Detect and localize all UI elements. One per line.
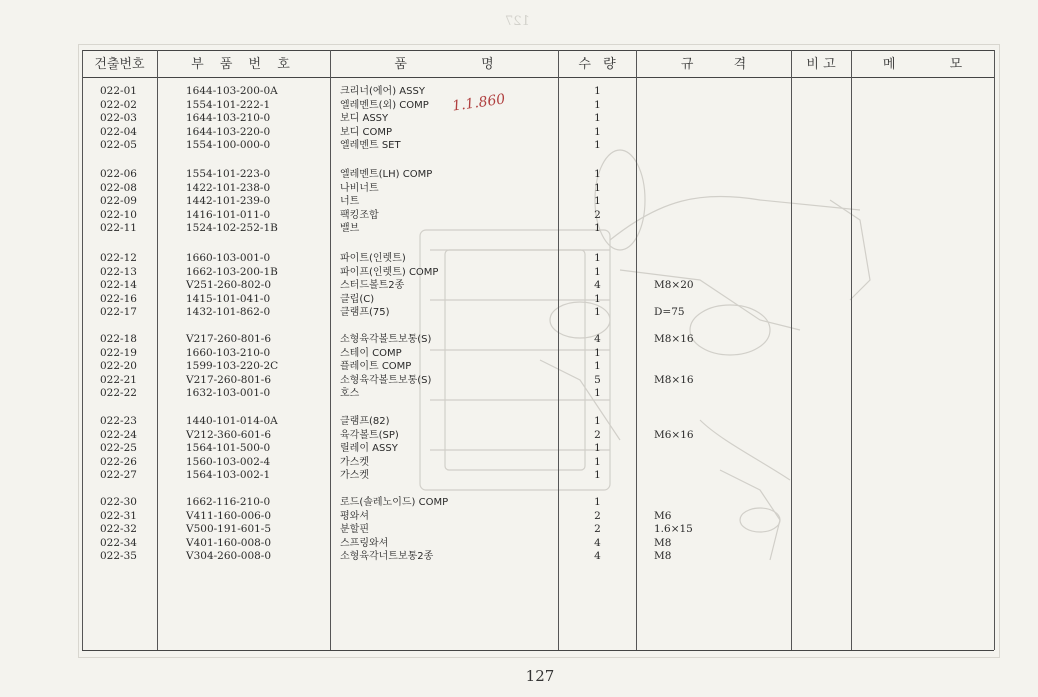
header-part-name: 품 명: [394, 57, 494, 72]
specification: [654, 347, 784, 360]
quantity: 1: [594, 181, 601, 194]
item-code: 022-24: [100, 428, 137, 441]
quantity: 1: [594, 306, 601, 319]
part-name: 소형육각볼트보통(S): [340, 334, 432, 345]
part-name: 클립(C): [340, 293, 375, 305]
specification: 1.6×15: [654, 523, 693, 536]
part-number: V500-191-601-5: [186, 523, 272, 536]
specification: [654, 415, 784, 428]
item-code: 022-13: [100, 265, 137, 278]
part-number: 1660-103-210-0: [186, 346, 271, 359]
part-name: 가스켓: [340, 470, 369, 482]
part-name: 플레이트 COMP: [340, 361, 412, 373]
part-number: 1632-103-001-0: [186, 387, 271, 400]
part-name: 파이프(인렛트) COMP: [340, 266, 439, 278]
specification: [654, 168, 784, 181]
item-code: 022-19: [100, 346, 137, 359]
specification: [654, 387, 784, 400]
item-code: 022-32: [100, 523, 137, 536]
part-number: 1644-103-220-0: [186, 125, 271, 138]
column-divider: [636, 50, 637, 650]
header-quantity: 수 량: [578, 57, 616, 72]
specification: [654, 139, 784, 152]
part-number: V304-260-008-0: [186, 550, 272, 563]
part-name: 평와셔: [340, 510, 369, 522]
handwritten-annotation: 1.1.860: [451, 91, 507, 115]
quantity: 1: [594, 252, 601, 264]
specification: [654, 293, 784, 306]
specification: M6: [654, 509, 672, 522]
quantity: 2: [594, 523, 601, 536]
part-name: 엘레멘트(LH) COMP: [340, 169, 433, 180]
item-code: 022-22: [100, 387, 137, 400]
quantity: 1: [594, 496, 601, 508]
header-spec: 규 격: [680, 57, 747, 72]
quantity: 1: [594, 265, 601, 278]
part-name: 스테이 COMP: [340, 347, 402, 359]
part-number: 1662-103-200-1B: [186, 265, 278, 278]
part-name: 너트: [340, 196, 360, 208]
quantity: 1: [594, 387, 601, 400]
specification: [654, 209, 784, 222]
quantity: 1: [594, 455, 601, 468]
part-name: 나비너트: [340, 182, 379, 194]
part-name: 크리너(에어) ASSY: [340, 86, 425, 97]
specification: [654, 182, 784, 195]
item-code: 022-18: [100, 333, 137, 345]
part-number: 1554-101-222-1: [186, 98, 271, 111]
item-code: 022-16: [100, 292, 137, 305]
column-divider: [791, 50, 792, 650]
part-number: V217-260-801-6: [186, 333, 272, 345]
item-code: 022-10: [100, 208, 137, 221]
specification: M6×16: [654, 428, 694, 441]
bleed-through-text: 127: [505, 14, 530, 29]
item-code: 022-09: [100, 195, 137, 208]
specification: M8: [654, 550, 672, 563]
quantity: 1: [594, 85, 601, 97]
specification: M8: [654, 536, 672, 549]
quantity: 1: [594, 195, 601, 208]
part-number: 1415-101-041-0: [186, 292, 271, 305]
item-code: 022-08: [100, 181, 137, 194]
item-code: 022-06: [100, 168, 137, 180]
part-number: 1440-101-014-0A: [186, 415, 278, 427]
item-code: 022-01: [100, 85, 137, 97]
specification: [654, 469, 784, 482]
quantity: 5: [594, 373, 601, 386]
part-number: 1442-101-239-0: [186, 195, 271, 208]
page-number: 127: [525, 667, 555, 685]
specification: [654, 266, 784, 279]
part-number: 1662-116-210-0: [186, 496, 271, 508]
quantity: 1: [594, 469, 601, 482]
specification: D=75: [654, 306, 685, 319]
part-number: V411-160-006-0: [186, 509, 272, 522]
part-number: 1422-101-238-0: [186, 181, 271, 194]
item-code: 022-30: [100, 496, 137, 508]
quantity: 1: [594, 125, 601, 138]
part-number: V401-160-008-0: [186, 536, 272, 549]
part-number: 1432-101-862-0: [186, 306, 271, 319]
part-name: 보디 ASSY: [340, 113, 389, 125]
quantity: 1: [594, 112, 601, 125]
specification: [654, 360, 784, 373]
quantity: 1: [594, 346, 601, 359]
item-code: 022-21: [100, 373, 137, 386]
item-code: 022-05: [100, 139, 137, 152]
table-bottom-rule: [82, 650, 994, 651]
table-top-rule: [82, 50, 994, 51]
item-code: 022-23: [100, 415, 137, 427]
column-divider: [558, 50, 559, 650]
specification: M8×16: [654, 333, 694, 345]
quantity: 1: [594, 415, 601, 427]
specification: [654, 195, 784, 208]
specification: M8×20: [654, 279, 694, 292]
part-number: 1560-103-002-4: [186, 455, 271, 468]
part-name: 소형육각볼트보통(S): [340, 374, 432, 386]
item-code: 022-02: [100, 98, 137, 111]
part-name: 파이트(인렛트): [340, 253, 406, 264]
part-name: 분할핀: [340, 524, 369, 536]
quantity: 1: [594, 292, 601, 305]
part-name: 로드(솔레노이드) COMP: [340, 497, 449, 508]
specification: [654, 126, 784, 139]
column-divider: [994, 50, 995, 650]
specification: [654, 222, 784, 235]
header-code: 건출번호: [94, 57, 145, 72]
quantity: 4: [594, 279, 601, 292]
part-name: 보디 COMP: [340, 126, 393, 138]
specification: [654, 496, 784, 509]
part-number: 1416-101-011-0: [186, 208, 271, 221]
part-name: 엘레멘트 SET: [340, 140, 401, 152]
part-number: 1524-102-252-1B: [186, 222, 278, 235]
part-number: 1660-103-001-0: [186, 252, 271, 264]
header-part-number: 부 품 번 호: [191, 57, 296, 72]
specification: [654, 112, 784, 125]
specification: [654, 99, 784, 112]
part-number: 1554-100-000-0: [186, 139, 271, 152]
header-memo: 메 모: [882, 57, 963, 72]
item-code: 022-17: [100, 306, 137, 319]
part-number: V212-360-601-6: [186, 428, 272, 441]
quantity: 2: [594, 509, 601, 522]
quantity: 1: [594, 98, 601, 111]
specification: [654, 85, 784, 98]
part-number: V217-260-801-6: [186, 373, 272, 386]
header-note: 비 고: [806, 57, 836, 72]
specification: M8×16: [654, 373, 694, 386]
item-code: 022-12: [100, 252, 137, 264]
specification: [654, 456, 784, 469]
part-number: 1554-101-223-0: [186, 168, 271, 180]
part-name: 소형육각너트보통2종: [340, 551, 434, 563]
item-code: 022-26: [100, 455, 137, 468]
quantity: 1: [594, 442, 601, 455]
part-name: 팩킹조합: [340, 209, 379, 221]
part-number: 1644-103-200-0A: [186, 85, 278, 97]
part-number: 1564-103-002-1: [186, 469, 271, 482]
part-name: 릴레이 ASSY: [340, 443, 398, 455]
column-divider: [851, 50, 852, 650]
quantity: 2: [594, 208, 601, 221]
part-name: 스터드볼트2종: [340, 280, 405, 292]
specification: [654, 252, 784, 265]
quantity: 1: [594, 360, 601, 373]
item-code: 022-11: [100, 222, 137, 235]
part-name: 클램프(82): [340, 416, 390, 427]
item-code: 022-31: [100, 509, 137, 522]
part-name: 엘레멘트(외) COMP: [340, 99, 429, 111]
part-number: 1599-103-220-2C: [186, 360, 279, 373]
header-bottom-rule: [82, 77, 994, 78]
column-divider: [82, 50, 83, 650]
part-name: 스프링와셔: [340, 537, 389, 549]
specification: [654, 442, 784, 455]
item-code: 022-04: [100, 125, 137, 138]
quantity: 4: [594, 550, 601, 563]
quantity: 4: [594, 333, 601, 345]
item-code: 022-27: [100, 469, 137, 482]
part-name: 호스: [340, 388, 360, 400]
quantity: 1: [594, 222, 601, 235]
item-code: 022-25: [100, 442, 137, 455]
item-code: 022-34: [100, 536, 137, 549]
item-code: 022-14: [100, 279, 137, 292]
part-name: 육각볼트(SP): [340, 429, 399, 441]
part-name: 가스켓: [340, 456, 369, 468]
item-code: 022-20: [100, 360, 137, 373]
item-code: 022-03: [100, 112, 137, 125]
part-number: 1644-103-210-0: [186, 112, 271, 125]
part-name: 클램프(75): [340, 307, 390, 319]
part-name: 밸브: [340, 223, 360, 235]
part-number: V251-260-802-0: [186, 279, 272, 292]
quantity: 1: [594, 168, 601, 180]
quantity: 2: [594, 428, 601, 441]
quantity: 4: [594, 536, 601, 549]
quantity: 1: [594, 139, 601, 152]
part-number: 1564-101-500-0: [186, 442, 271, 455]
item-code: 022-35: [100, 550, 137, 563]
